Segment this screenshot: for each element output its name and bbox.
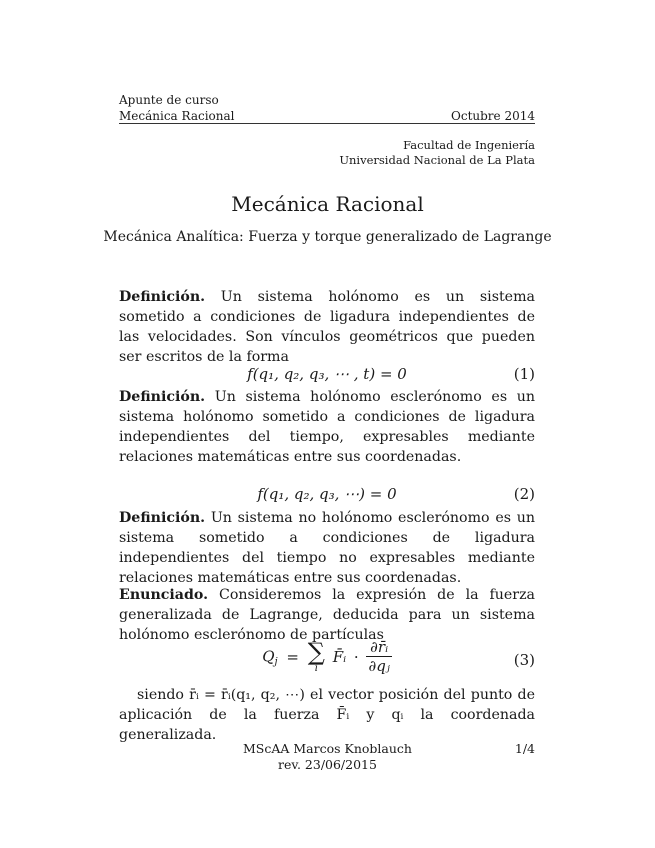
definition-2 — [119, 387, 535, 467]
header-subject: Mecánica Racional — [119, 109, 235, 123]
equation-1-expression: f(q₁, q₂, q₃, ⋯ , t) = 0 — [247, 365, 407, 383]
header-rule — [119, 123, 535, 124]
equation-3-lhs-sub: j — [274, 656, 278, 668]
definition-3-text: Un sistema no holónomo esclerónomo es un sistema sometido a condiciones de ligadura independientes del tiempo no expresables mediante relaciones matemáticas entre sus coordenadas. — [119, 510, 535, 586]
definition-3 — [119, 508, 535, 588]
definition-1 — [119, 287, 535, 367]
equation-1-number: (1) — [513, 365, 535, 383]
equation-3-sum — [307, 637, 325, 674]
document-subtitle: Mecánica Analítica: Fuerza y torque generalizado de Lagrange — [103, 229, 552, 245]
equation-3-expression — [119, 638, 535, 675]
definition-2-text: Un sistema holónomo esclerónomo es un sistema holónomo sometido a condiciones de ligadura independientes del tiempo, expresables mediante relaciones matemáticas entre sus coordenadas. — [119, 389, 535, 465]
equation-3-sum-index: i — [314, 662, 318, 674]
equation-3-lhs: Q — [262, 647, 275, 666]
equation-3-force: F̄ᵢ — [332, 647, 347, 666]
statement-text: Consideremos la expresión de la fuerza generalizada de Lagrange, deducida para un sistema holónomo esclerónomo de partículas — [119, 587, 535, 643]
closing-paragraph: siendo r̄ᵢ = r̄ᵢ(q₁, q₂, ⋯) el vector posición del punto de aplicación de la fuerza F̄ᵢ y qᵢ la coordenada generalizada. — [119, 687, 535, 743]
header-course-label: Apunte de curso — [119, 93, 219, 107]
equation-3-equals: = — [286, 647, 299, 666]
statement-label: Enunciado. — [119, 587, 209, 603]
definition-1-label: Definición. — [119, 289, 206, 305]
statement — [119, 585, 535, 645]
footer-page-number: 1/4 — [514, 741, 535, 756]
document-title: Mecánica Racional — [231, 192, 424, 216]
definition-3-label: Definición. — [119, 510, 206, 526]
equation-2-number: (2) — [513, 485, 535, 503]
sigma-icon: ∑ — [307, 637, 325, 666]
header-faculty: Facultad de Ingeniería — [403, 138, 535, 152]
footer-revision: rev. 23/06/2015 — [278, 757, 377, 772]
equation-3-number: (3) — [513, 651, 535, 669]
header-university: Universidad Nacional de La Plata — [339, 153, 535, 167]
equation-3-dot: · — [353, 647, 359, 666]
definition-1-text: Un sistema holónomo es un sistema sometido a condiciones de ligadura independientes de las velocidades. Son vínculos geométricos que pueden ser escritos de la forma — [119, 289, 535, 365]
equation-3 — [119, 638, 535, 686]
footer-author: MScAA Marcos Knoblauch — [242, 741, 412, 756]
definition-2-label: Definición. — [119, 389, 206, 405]
header-date: Octubre 2014 — [451, 109, 535, 123]
equation-2-expression: f(q₁, q₂, q₃, ⋯) = 0 — [257, 485, 397, 503]
equation-3-numerator: ∂r̄ᵢ — [366, 638, 391, 657]
equation-3-fraction — [366, 638, 391, 675]
equation-3-denominator: ∂qⱼ — [368, 657, 390, 675]
